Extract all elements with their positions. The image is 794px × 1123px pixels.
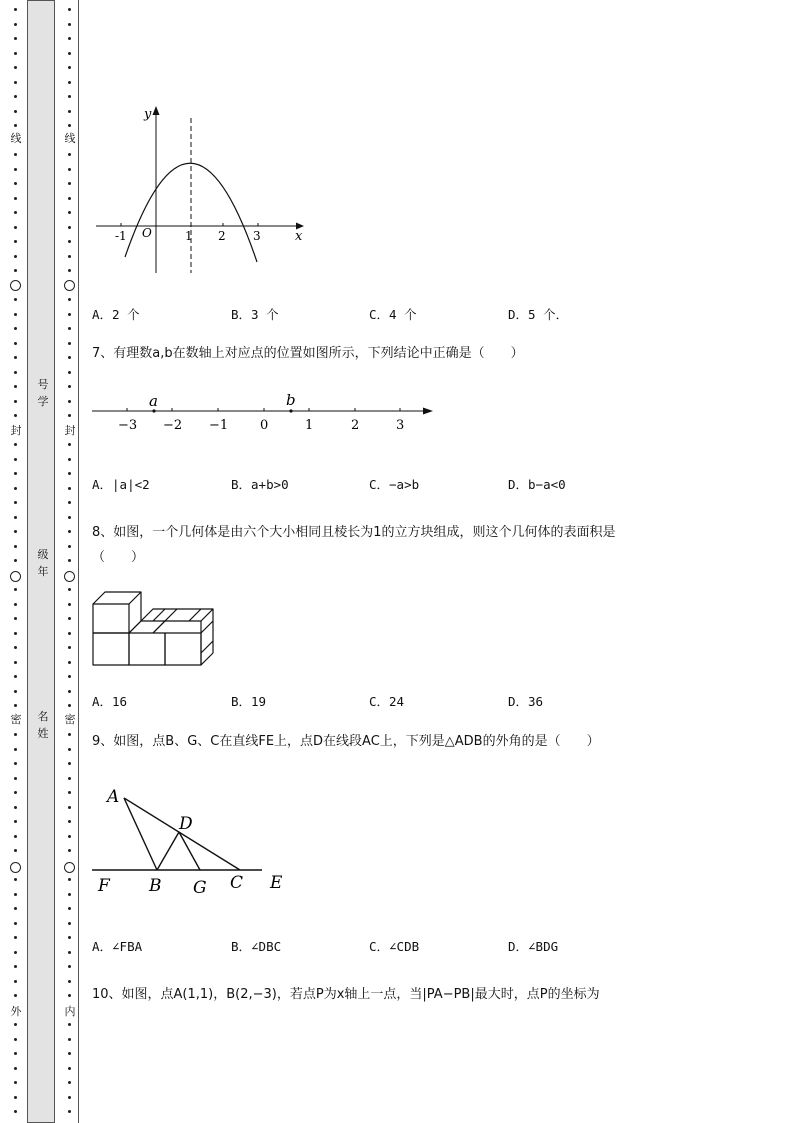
seal-mark: 密: [8, 713, 24, 727]
label-c: C: [230, 873, 244, 893]
seal-dot: [14, 400, 17, 403]
seal-dot: [68, 37, 71, 40]
q7-option-d: D．b−a<0: [508, 477, 566, 492]
y-axis-label: y: [144, 107, 152, 122]
seal-dot: [68, 849, 71, 852]
seal-dot: [14, 661, 17, 664]
seal-dot: [68, 226, 71, 229]
q8-option-d: D．36: [508, 694, 544, 709]
seal-dot: [14, 907, 17, 910]
grade-label: 级年: [37, 548, 49, 578]
seal-mark: 封: [8, 424, 24, 438]
seal-dot: [68, 298, 71, 301]
seal-dot: [68, 835, 71, 838]
seal-dot: [14, 777, 17, 780]
seal-dot: [14, 385, 17, 388]
tick-label: 2: [218, 229, 226, 243]
label-f: F: [98, 876, 110, 896]
triangle-figure: [92, 780, 292, 900]
seal-dot: [68, 52, 71, 55]
seal-dot: [68, 965, 71, 968]
seal-dot: [68, 269, 71, 272]
seal-dot: [14, 472, 17, 475]
seal-dot: [68, 646, 71, 649]
cube-solid-figure: [92, 588, 232, 670]
seal-dot: [68, 1096, 71, 1099]
seal-dot: [68, 675, 71, 678]
seal-dot: [68, 922, 71, 925]
seal-dot: [14, 269, 17, 272]
seal-dot: [68, 472, 71, 475]
seal-dot: [68, 385, 71, 388]
seal-dot: [14, 211, 17, 214]
seal-dot: [68, 690, 71, 693]
seal-dot: [14, 240, 17, 243]
seal-dot: [68, 545, 71, 548]
parabola-graph: [92, 100, 312, 275]
seal-dot: [68, 1081, 71, 1084]
q10-stem: 10、如图，点A(1,1)，B(2,−3)，若点P为x轴上一点，当|PA−PB|最大时，点P的坐标为: [92, 987, 600, 1002]
seal-dot: [14, 762, 17, 765]
seal-dot: [14, 95, 17, 98]
seal-dot: [68, 878, 71, 881]
seal-dot: [68, 211, 71, 214]
q7-option-c: C．−a>b: [369, 477, 420, 492]
seal-dot: [68, 443, 71, 446]
label-d: D: [179, 814, 193, 834]
seal-dot: [14, 849, 17, 852]
seal-dot: [68, 356, 71, 359]
q9-stem: 9、如图，点B、G、C在直线FE上，点D在线段AC上，下列是△ADB的外角的是（ ）: [92, 734, 600, 749]
tick-label: 2: [351, 418, 360, 433]
seal-dot: [68, 81, 71, 84]
seal-dot: [68, 791, 71, 794]
seal-dot: [68, 516, 71, 519]
seal-dot: [14, 1067, 17, 1070]
seal-dot: [14, 632, 17, 635]
seal-dot: [14, 878, 17, 881]
seal-circle: [10, 280, 21, 291]
x-axis-label: x: [295, 229, 303, 244]
seal-dot: [14, 893, 17, 896]
seal-dot: [14, 124, 17, 127]
seal-mark: 内: [62, 1005, 78, 1019]
q9-option-a: A．∠FBA: [92, 939, 143, 954]
seal-line-left: [11, 0, 21, 1123]
student-number-label: 号学: [37, 378, 49, 408]
seal-dot: [68, 603, 71, 606]
margin-border: [78, 0, 79, 1123]
q8-option-c: C．24: [369, 694, 405, 709]
name-label: 名姓: [37, 710, 49, 740]
seal-dot: [68, 1023, 71, 1026]
seal-dot: [14, 936, 17, 939]
seal-dot: [68, 400, 71, 403]
seal-dot: [14, 965, 17, 968]
seal-dot: [14, 313, 17, 316]
tick-label: −2: [163, 418, 183, 433]
q7-option-b: B．a+b>0: [231, 477, 289, 492]
seal-dot: [14, 1110, 17, 1113]
seal-dot: [14, 951, 17, 954]
seal-dot: [14, 1052, 17, 1055]
seal-dot: [14, 617, 17, 620]
q9-option-c: C．∠CDB: [369, 939, 420, 954]
q8-stem: 8、如图，一个几何体是由六个大小相同且棱长为1的立方块组成，则这个几何体的表面积是: [92, 525, 616, 540]
q7-stem: 7、有理数a,b在数轴上对应点的位置如图所示，下列结论中正确是（ ）: [92, 346, 524, 361]
seal-dot: [68, 748, 71, 751]
seal-dot: [14, 371, 17, 374]
seal-dot: [68, 110, 71, 113]
q8-option-a: A．16: [92, 694, 128, 709]
seal-dot: [14, 559, 17, 562]
seal-dot: [68, 806, 71, 809]
seal-dot: [14, 443, 17, 446]
seal-dot: [14, 1023, 17, 1026]
origin-label: O: [142, 226, 152, 240]
seal-dot: [14, 646, 17, 649]
seal-dot: [68, 617, 71, 620]
seal-circle: [10, 571, 21, 582]
seal-dot: [14, 168, 17, 171]
seal-dot: [68, 588, 71, 591]
seal-dot: [68, 255, 71, 258]
label-a: A: [107, 787, 120, 807]
seal-dot: [68, 8, 71, 11]
tick-label: −3: [118, 418, 138, 433]
seal-dot: [14, 81, 17, 84]
seal-dot: [68, 414, 71, 417]
seal-dot: [14, 791, 17, 794]
seal-dot: [14, 690, 17, 693]
seal-dot: [68, 820, 71, 823]
point-b-label: b: [286, 391, 296, 409]
seal-dot: [68, 342, 71, 345]
q6-option-d: D．5 个．: [508, 307, 569, 322]
q8-stem-paren: （ ）: [92, 550, 145, 565]
seal-dot: [68, 182, 71, 185]
seal-dot: [14, 1096, 17, 1099]
seal-dot: [14, 487, 17, 490]
seal-dot: [68, 1038, 71, 1041]
seal-dot: [14, 298, 17, 301]
tick-label: 0: [260, 418, 269, 433]
seal-dot: [68, 936, 71, 939]
seal-dot: [68, 980, 71, 983]
label-e: E: [270, 873, 283, 893]
seal-dot: [68, 893, 71, 896]
seal-dot: [68, 777, 71, 780]
tick-label: 1: [305, 418, 314, 433]
seal-mark: 密: [62, 713, 78, 727]
seal-dot: [14, 980, 17, 983]
seal-dot: [68, 327, 71, 330]
seal-dot: [14, 806, 17, 809]
seal-dot: [14, 994, 17, 997]
seal-dot: [14, 516, 17, 519]
seal-dot: [68, 559, 71, 562]
seal-dot: [68, 632, 71, 635]
q6-option-c: C．4 个: [369, 307, 417, 322]
seal-dot: [68, 371, 71, 374]
number-line: [92, 390, 437, 435]
seal-dot: [68, 1110, 71, 1113]
seal-dot: [68, 530, 71, 533]
tick-label: −1: [209, 418, 229, 433]
seal-dot: [14, 66, 17, 69]
seal-dot: [14, 197, 17, 200]
seal-dot: [68, 733, 71, 736]
point-a-label: a: [149, 392, 158, 410]
seal-dot: [68, 951, 71, 954]
seal-circle: [64, 280, 75, 291]
seal-dot: [14, 1081, 17, 1084]
seal-circle: [10, 862, 21, 873]
tick-label: 3: [253, 229, 261, 243]
seal-dot: [68, 487, 71, 490]
seal-dot: [68, 197, 71, 200]
seal-dot: [68, 168, 71, 171]
seal-dot: [68, 661, 71, 664]
seal-dot: [14, 675, 17, 678]
seal-dot: [68, 95, 71, 98]
seal-mark: 线: [62, 132, 78, 146]
q9-option-d: D．∠BDG: [508, 939, 559, 954]
q6-option-a: A．2 个: [92, 307, 140, 322]
seal-dot: [68, 1067, 71, 1070]
tick-label: -1: [115, 229, 127, 243]
seal-dot: [68, 240, 71, 243]
q7-option-a: A．|a|<2: [92, 477, 150, 492]
seal-dot: [14, 414, 17, 417]
seal-dot: [14, 835, 17, 838]
seal-dot: [14, 748, 17, 751]
q8-option-b: B．19: [231, 694, 267, 709]
label-b: B: [149, 876, 162, 896]
seal-mark: 外: [8, 1005, 24, 1019]
seal-dot: [14, 545, 17, 548]
seal-dot: [68, 907, 71, 910]
seal-dot: [68, 501, 71, 504]
seal-circle: [64, 862, 75, 873]
seal-dot: [14, 530, 17, 533]
seal-dot: [14, 327, 17, 330]
seal-dot: [14, 8, 17, 11]
seal-dot: [14, 182, 17, 185]
seal-dot: [68, 1052, 71, 1055]
seal-dot: [68, 762, 71, 765]
seal-dot: [14, 255, 17, 258]
seal-dot: [14, 342, 17, 345]
seal-dot: [68, 313, 71, 316]
seal-dot: [14, 153, 17, 156]
q6-option-b: B．3 个: [231, 307, 279, 322]
seal-dot: [14, 37, 17, 40]
seal-dot: [68, 66, 71, 69]
seal-dot: [68, 994, 71, 997]
seal-dot: [14, 733, 17, 736]
seal-dot: [14, 922, 17, 925]
seal-dot: [68, 458, 71, 461]
seal-dot: [14, 226, 17, 229]
tick-label: 3: [396, 418, 405, 433]
seal-dot: [14, 820, 17, 823]
seal-dot: [68, 124, 71, 127]
seal-dot: [14, 23, 17, 26]
seal-dot: [14, 110, 17, 113]
seal-dot: [14, 501, 17, 504]
seal-dot: [68, 23, 71, 26]
seal-dot: [14, 1038, 17, 1041]
label-g: G: [193, 878, 207, 898]
q9-option-b: B．∠DBC: [231, 939, 282, 954]
seal-dot: [14, 588, 17, 591]
seal-dot: [14, 356, 17, 359]
seal-dot: [68, 704, 71, 707]
seal-dot: [14, 704, 17, 707]
seal-dot: [14, 52, 17, 55]
tick-label: 1: [185, 229, 193, 243]
seal-dot: [14, 603, 17, 606]
seal-circle: [64, 571, 75, 582]
seal-mark: 线: [8, 132, 24, 146]
seal-mark: 封: [62, 424, 78, 438]
seal-line-right: [65, 0, 75, 1123]
seal-dot: [14, 458, 17, 461]
seal-dot: [68, 153, 71, 156]
